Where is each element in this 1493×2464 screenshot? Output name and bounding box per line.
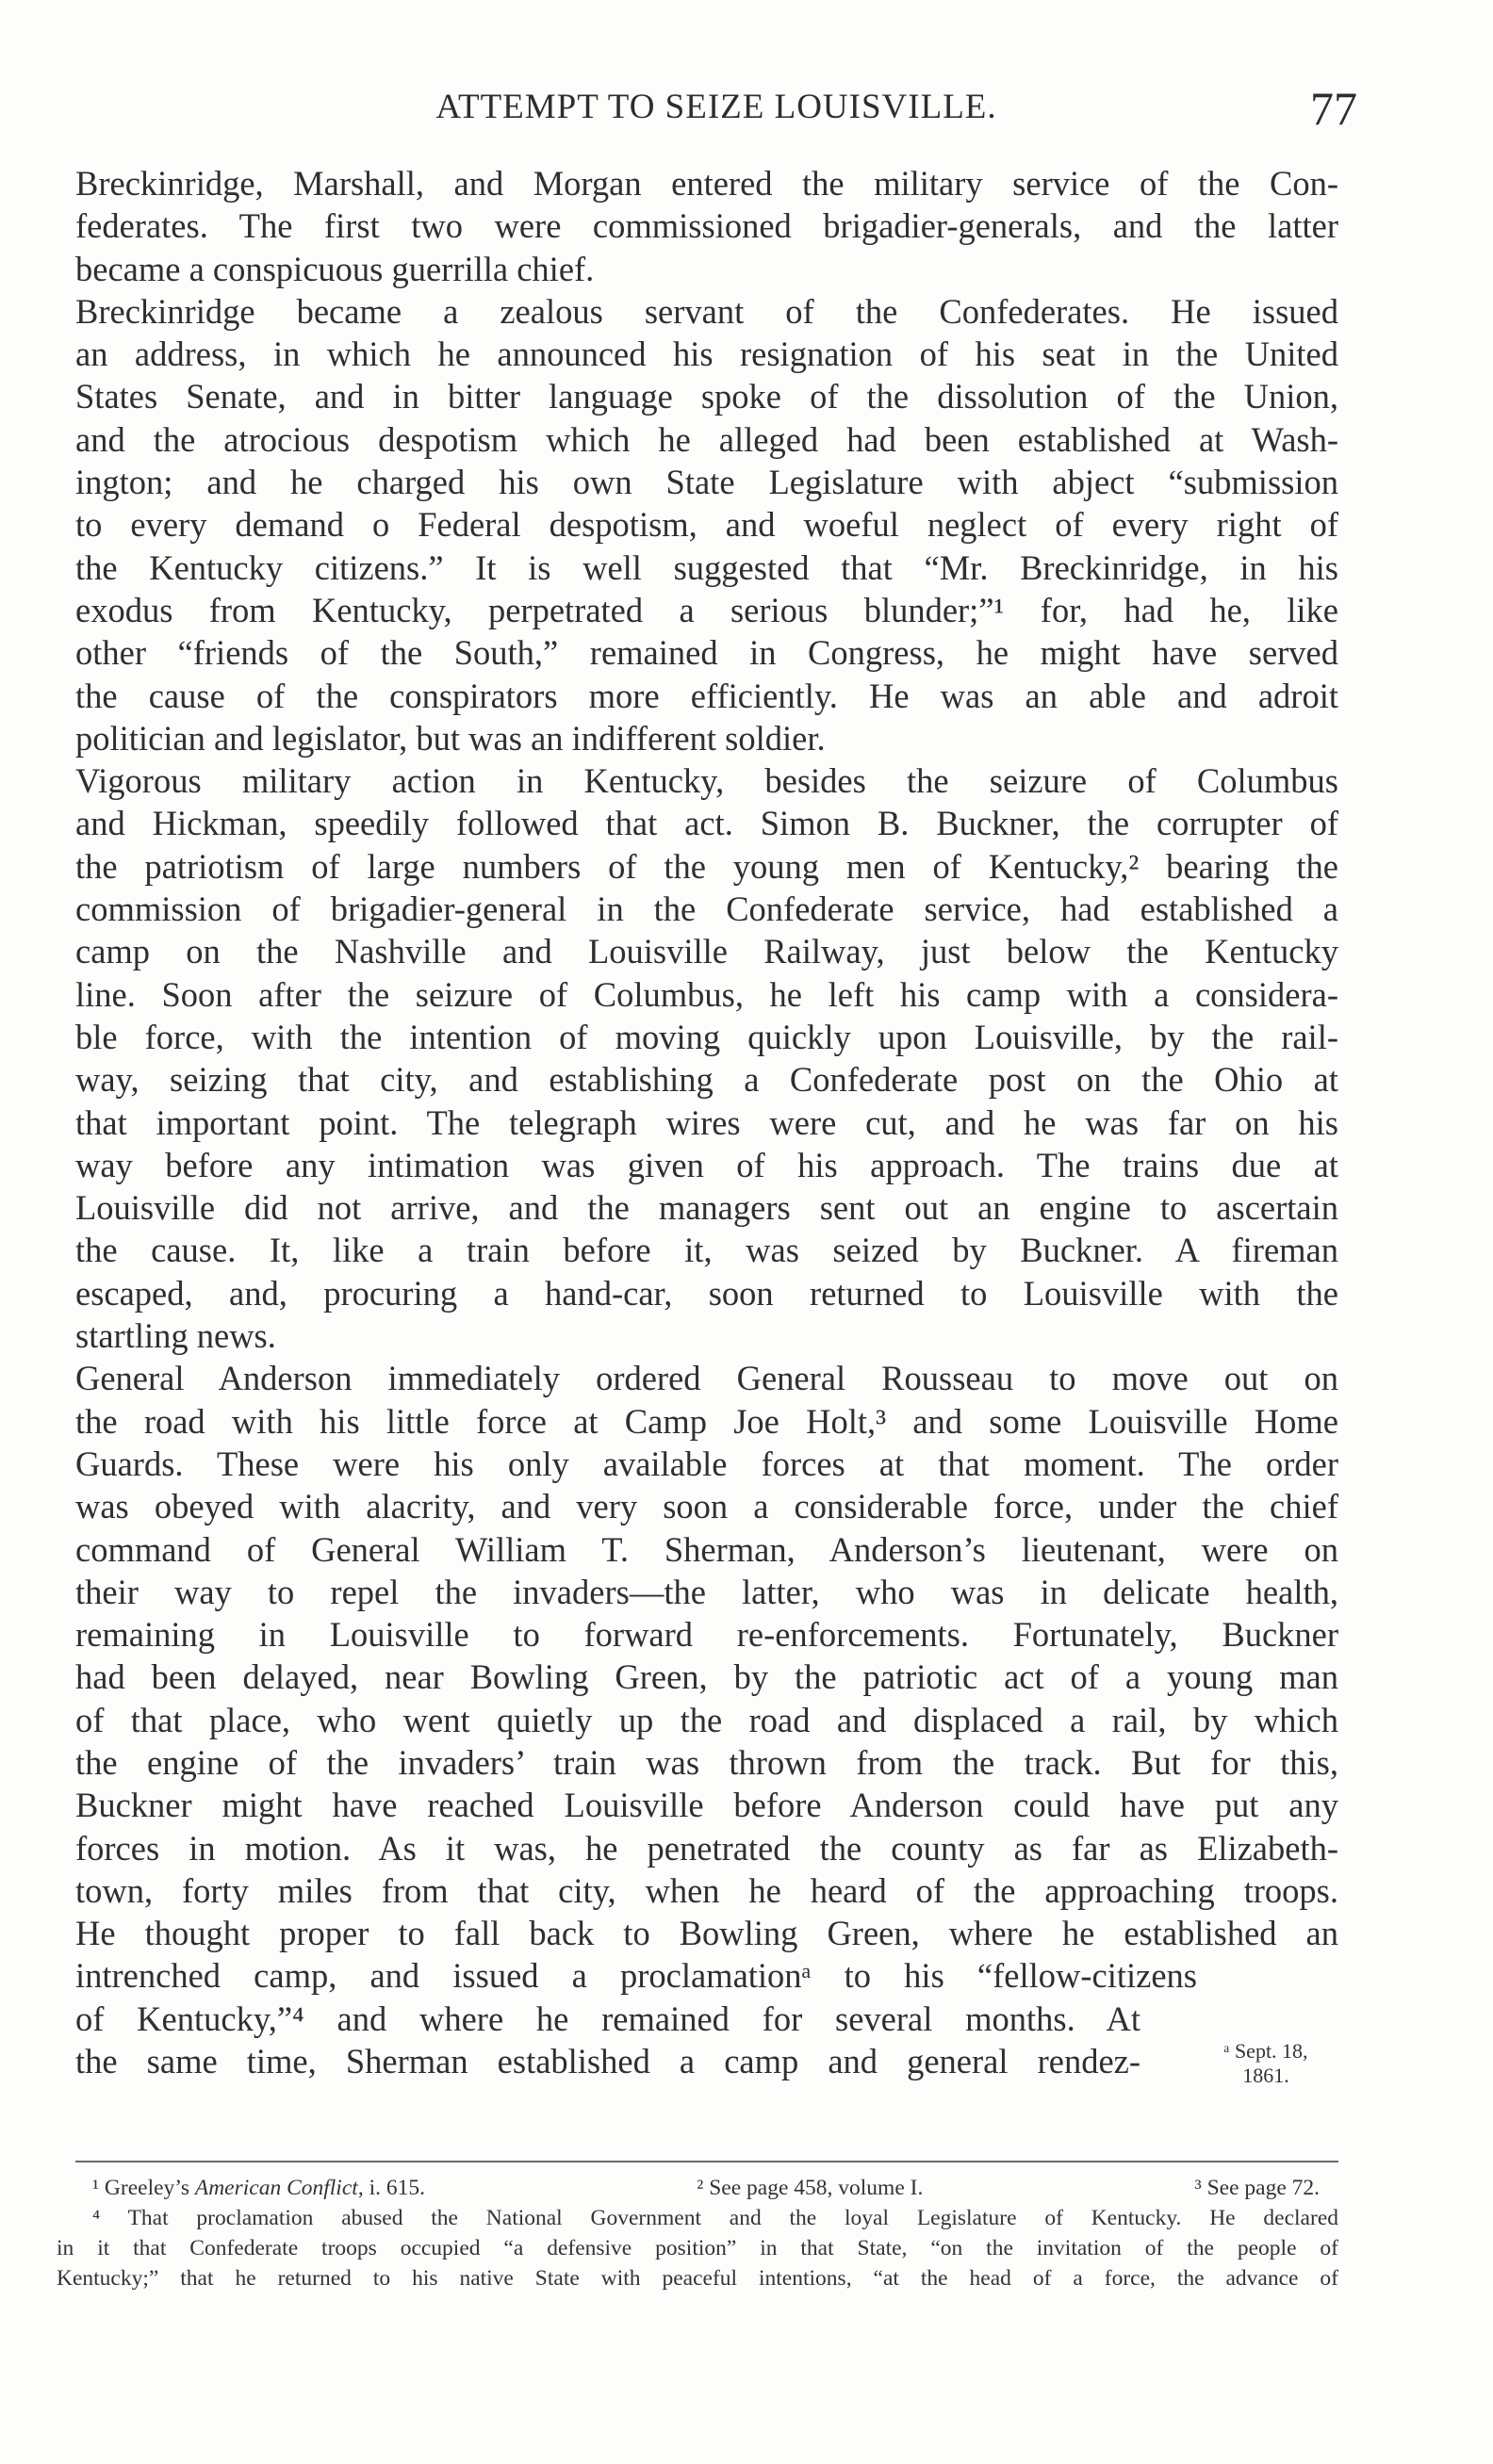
text-line: their way to repel the invaders—the latter, who was in delicate health, (75, 1572, 1338, 1611)
footnote-4-line: in it that Confederate troops occupied “a defensive position” in that State, “on the invitation of the people of (57, 2236, 1338, 2260)
text-line: way before any intimation was given of his approach. The trains due at (75, 1145, 1338, 1184)
text-line: way, seizing that city, and establishing a Confederate post on the Ohio at (75, 1060, 1338, 1100)
text-line: commission of brigadier-general in the Confederate service, had established a (75, 889, 1338, 929)
running-title: ATTEMPT TO SEIZE LOUISVILLE. (435, 88, 997, 126)
text-line: was obeyed with alacrity, and very soon a considerable force, under the chief (75, 1487, 1338, 1526)
text-line: the same time, Sherman established a camp and general rendez- (75, 2042, 1140, 2081)
running-head (75, 82, 1357, 143)
text-line: had been delayed, near Bowling Green, by the patriotic act of a young man (75, 1657, 1338, 1697)
footnote-2: ² See page 458, volume I. (697, 2176, 924, 2200)
text-line: ington; and he charged his own State Legislature with abject “submission (75, 463, 1338, 502)
text-line: Vigorous military action in Kentucky, besides the seizure of Columbus (75, 761, 1338, 801)
text-line: the engine of the invaders’ train was thrown from the track. But for this, (75, 1742, 1338, 1782)
text-line: that important point. The telegraph wires were cut, and he was far on his (75, 1102, 1338, 1142)
text-line: exodus from Kentucky, perpetrated a serious blunder;”¹ for, had he, like (75, 590, 1338, 629)
text-line: the cause. It, like a train before it, was seized by Buckner. A fireman (75, 1231, 1338, 1270)
text-line: intrenched camp, and issued a proclamationᵃ to his “fellow-citizens (75, 1956, 1197, 1996)
text-line: the cause of the conspirators more efficiently. He was an able and adroit (75, 676, 1338, 715)
text-line: ble force, with the intention of moving quickly upon Louisville, by the rail- (75, 1017, 1338, 1056)
text-line: forces in motion. As it was, he penetrated the county as far as Elizabeth- (75, 1828, 1338, 1868)
body-text (75, 162, 1338, 2082)
text-line: of Kentucky,”⁴ and where he remained for several months. At (75, 1999, 1140, 2038)
text-line: line. Soon after the seizure of Columbus, he left his camp with a considera- (75, 974, 1338, 1014)
footnote-row-1-3 (57, 2173, 1338, 2203)
footnote-4-line: Kentucky;” that he returned to his native State with peaceful intentions, “at the head of a force, the advance of (57, 2266, 1338, 2291)
text-line: Louisville did not arrive, and the managers sent out an engine to ascertain (75, 1188, 1338, 1228)
text-line: General Anderson immediately ordered General Rousseau to move out on (75, 1359, 1338, 1398)
footnote-3: ³ See page 72. (1194, 2176, 1320, 2200)
text-line: an address, in which he announced his resignation of his seat in the United (75, 335, 1338, 374)
text-line: other “friends of the South,” remained in Congress, he might have served (75, 633, 1338, 673)
text-line: He thought proper to fall back to Bowling Green, where he established an (75, 1914, 1338, 1953)
footnote-4-line: ⁴ That proclamation abused the National Government and the loyal Legislature of Kentucky. He declared (92, 2206, 1338, 2230)
text-line: command of General William T. Sherman, Anderson’s lieutenant, were on (75, 1529, 1338, 1569)
margin-note-line: 1861. (1242, 2064, 1289, 2087)
footnote-1 (92, 2173, 425, 2203)
text-line: Breckinridge became a zealous servant of the Confederates. He issued (75, 291, 1338, 331)
text-line: the patriotism of large numbers of the young men of Kentucky,² bearing the (75, 846, 1338, 886)
footnote-1-prefix: ¹ Greeley’s (92, 2176, 195, 2200)
text-line: escaped, and, procuring a hand-car, soon returned to Louisville with the (75, 1273, 1338, 1313)
text-line: Breckinridge, Marshall, and Morgan entered the military service of the Con- (75, 164, 1338, 203)
text-line: the Kentucky citizens.” It is well suggested that “Mr. Breckinridge, in his (75, 547, 1338, 587)
text-line: federates. The first two were commissioned brigadier-generals, and the latter (75, 206, 1338, 246)
text-line: Buckner might have reached Louisville before Anderson could have put any (75, 1786, 1338, 1825)
text-line: States Senate, and in bitter language spoke of the dissolution of the Union, (75, 377, 1338, 416)
text-line: and Hickman, speedily followed that act. Simon B. Buckner, the corrupter of (75, 804, 1338, 843)
footnotes (57, 2173, 1338, 2293)
text-line: camp on the Nashville and Louisville Railway, just below the Kentucky (75, 932, 1338, 971)
footnote-1-title: American Conflict (194, 2176, 358, 2200)
text-line: of that place, who went quietly up the road and displaced a rail, by which (75, 1700, 1338, 1739)
footnote-divider (75, 2161, 1338, 2162)
text-line: Guards. These were his only available forces at that moment. The order (75, 1444, 1338, 1483)
page-number: 77 (1310, 82, 1357, 135)
text-line: startling news. (75, 1316, 276, 1356)
text-line: the road with his little force at Camp Joe Holt,³ and some Louisville Home (75, 1401, 1338, 1441)
text-line: and the atrocious despotism which he alleged had been established at Wash- (75, 419, 1338, 459)
text-line: remaining in Louisville to forward re-enforcements. Fortunately, Buckner (75, 1615, 1338, 1655)
text-line: to every demand o Federal despotism, and woeful neglect of every right of (75, 505, 1338, 545)
text-line: politician and legislator, but was an indifferent soldier. (75, 718, 826, 758)
text-line: became a conspicuous guerrilla chief. (75, 249, 595, 288)
margin-note-line: ᵃ Sept. 18, (1223, 2039, 1308, 2063)
margin-date-note (1186, 2039, 1346, 2088)
text-line: town, forty miles from that city, when he heard of the approaching troops. (75, 1870, 1338, 1910)
footnote-1-suffix: , i. 615. (357, 2176, 425, 2200)
